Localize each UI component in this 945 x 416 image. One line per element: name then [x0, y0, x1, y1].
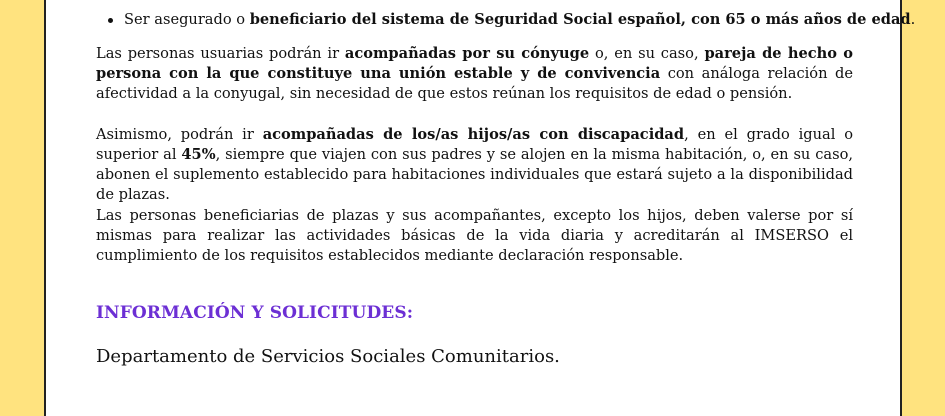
p2-bold-2: 45% — [181, 146, 216, 163]
department-name: Departamento de Servicios Sociales Comunitarios. — [96, 346, 560, 367]
bullet-bold: beneficiario del sistema de Seguridad Social español, con 65 o más años de edad — [249, 11, 911, 28]
p2-bold-1: acompañadas de los/as hijos/as con discapacidad — [262, 126, 685, 143]
bullet-text-b: . — [910, 11, 916, 28]
paragraph-companions — [96, 44, 853, 104]
p2-text-3: , siempre que viajen con sus padres y se alojen en la misma habitación, o, en su caso, abonen el suplemento establecido para habitaciones individuales que estará sujeto a la disponibilidad de plazas. — [96, 146, 853, 203]
p2-text-2: , en el grado igual o superior al — [96, 126, 854, 163]
bullet-icon — [108, 18, 113, 23]
p1-text-3: con análoga relación de afectividad a la conyugal, sin necesidad de que estos reúnan los requisitos de edad o pensión. — [96, 65, 853, 102]
p2-text-1: Asimismo, podrán ir — [96, 126, 263, 143]
document-page — [44, 0, 916, 416]
paragraph-children-disability — [96, 125, 853, 205]
p1-bold-1: acompañadas por su cónyuge — [344, 45, 590, 62]
requirements-list — [106, 10, 916, 30]
section-heading: INFORMACIÓN Y SOLICITUDES: — [96, 303, 414, 323]
paragraph-self-sufficiency — [96, 206, 853, 266]
p1-text-1: Las personas usuarias podrán ir — [96, 45, 345, 62]
p3-text: Las personas beneficiarias de plazas y sus acompañantes, excepto los hijos, deben valerse por sí mismas para realizar las actividades básicas de la vida diaria y acreditarán al IMSERSO el cumplimiento de los requisitos establecidos mediante declaración responsable. — [96, 207, 853, 264]
bullet-text-a: Ser asegurado o — [124, 11, 250, 28]
list-item — [106, 10, 916, 30]
p1-text-2: o, en su caso, — [589, 45, 705, 62]
p1-bold-2: pareja de hecho o persona con la que constituye una unión estable y de convivencia — [96, 45, 853, 82]
